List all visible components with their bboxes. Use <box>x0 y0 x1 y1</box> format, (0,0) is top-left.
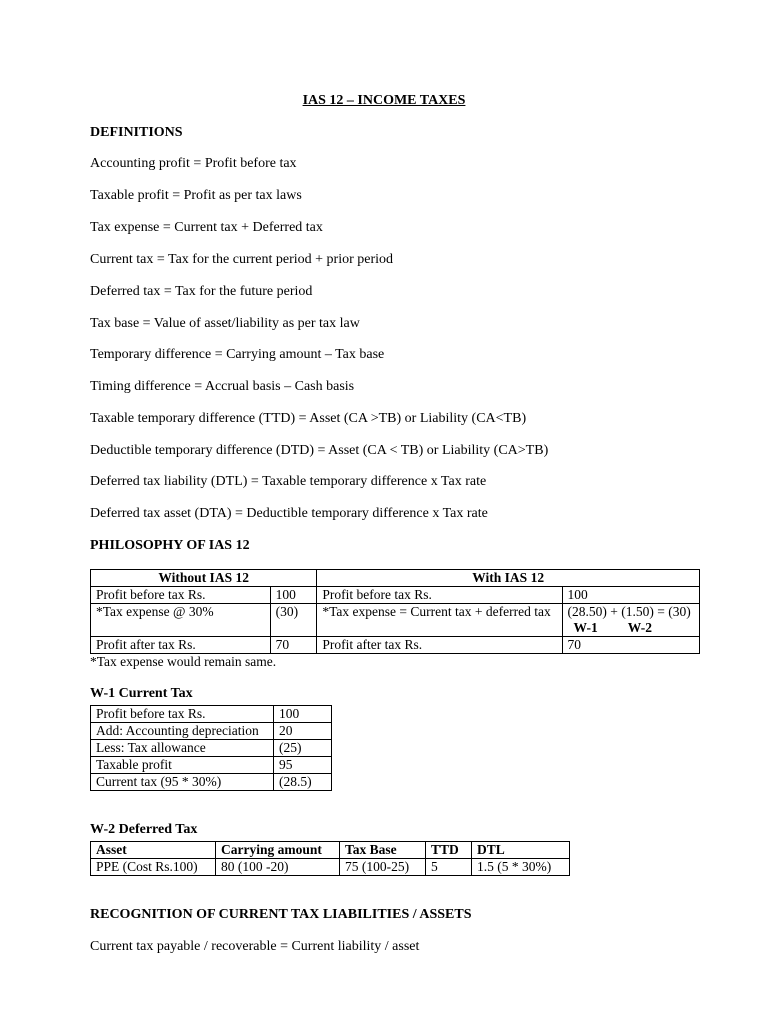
table-cell: Add: Accounting depreciation <box>91 723 274 740</box>
philosophy-heading: PHILOSOPHY OF IAS 12 <box>90 538 250 553</box>
philosophy-table <box>90 569 700 654</box>
definition-line: Timing difference = Accrual basis – Cash basis <box>90 379 355 394</box>
table-cell: 75 (100-25) <box>340 859 426 876</box>
table-cell: PPE (Cost Rs.100) <box>91 859 216 876</box>
table-cell: (25) <box>274 740 332 757</box>
table-cell: (30) <box>270 604 317 637</box>
definition-line: Temporary difference = Carrying amount – Tax base <box>90 347 385 362</box>
table-cell: *Tax expense = Current tax + deferred tax <box>317 604 562 637</box>
table-cell: 80 (100 -20) <box>216 859 340 876</box>
table-row <box>91 587 700 604</box>
definition-line: Tax expense = Current tax + Deferred tax <box>90 220 323 235</box>
table-cell: 100 <box>562 587 699 604</box>
w2-table <box>90 841 570 876</box>
with-ias12-header: With IAS 12 <box>317 570 700 587</box>
table-cell: Profit after tax Rs. <box>91 637 271 654</box>
definition-line: Taxable profit = Profit as per tax laws <box>90 188 302 203</box>
table-header-row <box>91 842 570 859</box>
table-cell: (28.5) <box>274 774 332 791</box>
table-cell: 100 <box>274 706 332 723</box>
w2-heading: W-2 Deferred Tax <box>90 822 198 837</box>
table-cell: 100 <box>270 587 317 604</box>
table-row <box>91 859 570 876</box>
without-ias12-header: Without IAS 12 <box>91 570 317 587</box>
table-row <box>91 706 332 723</box>
table-cell: Less: Tax allowance <box>91 740 274 757</box>
table-header-cell: TTD <box>426 842 472 859</box>
table-header-cell: Asset <box>91 842 216 859</box>
table-cell: 1.5 (5 * 30%) <box>472 859 570 876</box>
definitions-heading: DEFINITIONS <box>90 125 183 140</box>
definition-line: Current tax = Tax for the current period + prior period <box>90 252 394 267</box>
recognition-heading: RECOGNITION OF CURRENT TAX LIABILITIES / ASSETS <box>90 907 472 922</box>
table-row <box>91 740 332 757</box>
table-cell: Taxable profit <box>91 757 274 774</box>
table-row <box>91 723 332 740</box>
w1-heading: W-1 Current Tax <box>90 686 193 701</box>
table-header-cell: DTL <box>472 842 570 859</box>
definition-line: Deductible temporary difference (DTD) = Asset (CA < TB) or Liability (CA>TB) <box>90 443 549 458</box>
definition-line: Deferred tax liability (DTL) = Taxable temporary difference x Tax rate <box>90 474 487 489</box>
w2-label: W-2 <box>627 620 653 635</box>
table-row <box>91 637 700 654</box>
table-note: *Tax expense would remain same. <box>90 654 277 669</box>
table-cell: Profit before tax Rs. <box>91 587 271 604</box>
table-header-cell: Carrying amount <box>216 842 340 859</box>
table-cell <box>562 604 699 637</box>
table-cell: 95 <box>274 757 332 774</box>
table-header-row <box>91 570 700 587</box>
table-cell: Profit before tax Rs. <box>91 706 274 723</box>
table-cell: 5 <box>426 859 472 876</box>
definition-line: Tax base = Value of asset/liability as per tax law <box>90 316 360 331</box>
page-title: IAS 12 – INCOME TAXES <box>302 93 466 108</box>
table-cell: Profit before tax Rs. <box>317 587 562 604</box>
definition-line: Accounting profit = Profit before tax <box>90 156 297 171</box>
table-row <box>91 774 332 791</box>
table-cell: Profit after tax Rs. <box>317 637 562 654</box>
table-row <box>91 604 700 637</box>
w1-label: W-1 <box>573 620 598 635</box>
table-cell: Current tax (95 * 30%) <box>91 774 274 791</box>
table-cell: *Tax expense @ 30% <box>91 604 271 637</box>
working-labels <box>568 620 694 636</box>
table-row <box>91 757 332 774</box>
recognition-line: Current tax payable / recoverable = Current liability / asset <box>90 939 420 954</box>
table-cell: 20 <box>274 723 332 740</box>
tax-expense-calc: (28.50) + (1.50) = (30) <box>567 604 691 619</box>
table-header-cell: Tax Base <box>340 842 426 859</box>
table-cell: 70 <box>562 637 699 654</box>
w1-table <box>90 705 332 791</box>
definition-line: Taxable temporary difference (TTD) = Asset (CA >TB) or Liability (CA<TB) <box>90 411 527 426</box>
table-cell: 70 <box>270 637 317 654</box>
definition-line: Deferred tax asset (DTA) = Deductible temporary difference x Tax rate <box>90 506 488 521</box>
definition-line: Deferred tax = Tax for the future period <box>90 284 313 299</box>
